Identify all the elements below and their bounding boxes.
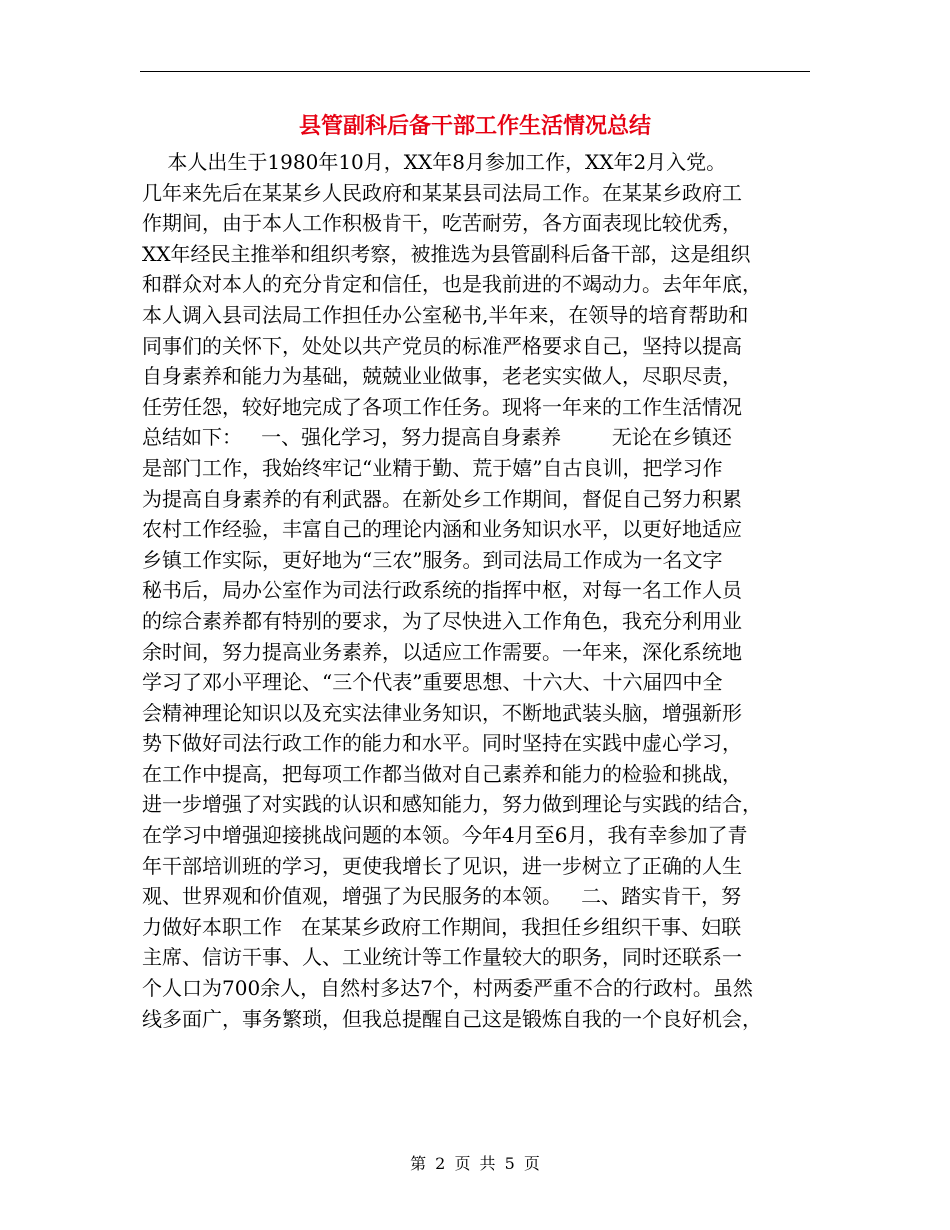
- body-line: 在学习中增强迎接挑战问题的本领。今年4月至6月，我有幸参加了青: [142, 823, 748, 848]
- body-line: 会精神理论知识以及充实法律业务知识，不断地武装头脑，增强新形: [142, 700, 742, 725]
- body-line: 在工作中提高，把每项工作都当做对自己素养和能力的检验和挑战，: [142, 761, 742, 786]
- body-line: 作期间，由于本人工作积极肯干，吃苦耐劳，各方面表现比较优秀，: [142, 211, 742, 236]
- body-line: 农村工作经验，丰富自己的理论内涵和业务知识水平，以更好地适应: [142, 517, 742, 542]
- body-line: 势下做好司法行政工作的能力和水平。同时坚持在实践中虚心学习，: [142, 731, 742, 756]
- body-line: 几年来先后在某某乡人民政府和某某县司法局工作。在某某乡政府工: [142, 180, 742, 205]
- body-line: 学习了邓小平理论、“三个代表”重要思想、十六大、十六届四中全: [142, 670, 723, 695]
- body-line: 同事们的关怀下，处处以共产党员的标准严格要求自己，坚持以提高: [142, 333, 742, 358]
- body-line: 余时间，努力提高业务素养，以适应工作需要。一年来，深化系统地: [142, 639, 742, 664]
- body-line: 力做好本职工作 在某某乡政府工作期间，我担任乡组织干事、妇联: [142, 914, 742, 939]
- body-line: 本人出生于1980年10月，XX年8月参加工作，XX年2月入党。: [142, 150, 727, 174]
- document-body: [142, 147, 814, 1034]
- body-line: 秘书后，局办公室作为司法行政系统的指挥中枢，对每一名工作人员: [142, 578, 742, 603]
- body-line: 总结如下： 一、强化学习，努力提高自身素养 无论在乡镇还: [142, 425, 732, 450]
- body-line: 个人口为700余人，自然村多达7个，村两委严重不合的行政村。虽然: [142, 976, 753, 1001]
- body-line: 主席、信访干事、人、工业统计等工作量较大的职务，同时还联系一: [142, 945, 742, 970]
- body-line: 是部门工作，我始终牢记“业精于勤、荒于嬉”自古良训，把学习作: [142, 455, 723, 480]
- page-number: 第 2 页 共 5 页: [410, 1154, 540, 1173]
- header-rule: [140, 71, 810, 72]
- body-line: 和群众对本人的充分肯定和信任，也是我前进的不竭动力。去年年底，: [142, 272, 762, 297]
- body-line: 的综合素养都有特别的要求，为了尽快进入工作角色，我充分利用业: [142, 608, 742, 633]
- body-line: 本人调入县司法局工作担任办公室秘书,半年来，在领导的培育帮助和: [142, 302, 749, 327]
- body-line: 观、世界观和价值观，增强了为民服务的本领。 二、踏实肯干，努: [142, 884, 742, 909]
- body-line: 年干部培训班的学习，更使我增长了见识，进一步树立了正确的人生: [142, 853, 742, 878]
- body-line: 为提高自身素养的有利武器。在新处乡工作期间，督促自己努力积累: [142, 486, 742, 511]
- body-line: XX年经民主推举和组织考察，被推选为县管副科后备干部，这是组织: [142, 241, 751, 266]
- document-title: 县管副科后备干部工作生活情况总结: [298, 113, 651, 139]
- body-line: 线多面广，事务繁琐，但我总提醒自己这是锻炼自我的一个良好机会，: [142, 1006, 762, 1031]
- body-line: 任劳任怨，较好地完成了各项工作任务。现将一年来的工作生活情况: [142, 394, 742, 419]
- body-line: 自身素养和能力为基础，兢兢业业做事，老老实实做人，尽职尽责，: [142, 364, 742, 389]
- body-line: 进一步增强了对实践的认识和感知能力，努力做到理论与实践的结合，: [142, 792, 762, 817]
- body-line: 乡镇工作实际，更好地为“三农”服务。到司法局工作成为一名文字: [142, 547, 723, 572]
